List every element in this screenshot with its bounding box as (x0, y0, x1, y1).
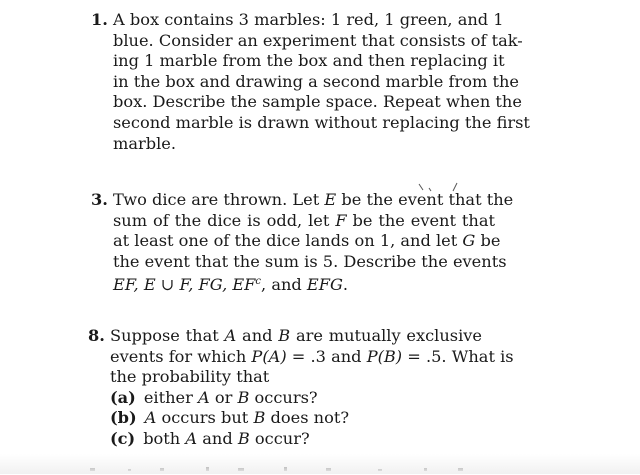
math-var: A (185, 428, 198, 448)
text-segment: both (143, 428, 181, 448)
math-var: A (197, 387, 210, 407)
math-expression: P(B) (366, 346, 403, 366)
text-segment: . (342, 275, 349, 295)
math-var: B (253, 408, 266, 428)
problem-1 (91, 10, 530, 154)
text-line: box. Describe the sample space. Repeat when the (113, 92, 522, 112)
text-segment: either (143, 387, 193, 407)
text-segment: Suppose that (110, 326, 219, 345)
text-line (110, 346, 514, 368)
text-segment: , and (261, 275, 302, 295)
text-segment: be the event that (352, 210, 495, 230)
text-segment: occurs? (254, 387, 318, 407)
text-line: the event that the sum is 5. Describe the events (113, 251, 507, 271)
item-label: (c) (110, 428, 136, 448)
math-var: B (237, 428, 250, 448)
text-segment: be the event that the (341, 190, 514, 209)
item-label: (b) (110, 408, 137, 428)
text-segment: occurs but (161, 408, 249, 428)
text-segment: be (480, 231, 501, 251)
problem-3 (91, 190, 514, 296)
text-line: blue. Consider an experiment that consists of tak- (113, 30, 523, 50)
math-var: B (237, 387, 250, 407)
problem-8 (88, 326, 514, 450)
text-segment: = .5. What is (407, 346, 514, 366)
text-segment: are mutually exclusive (296, 326, 482, 345)
text-segment: does not? (270, 408, 350, 428)
math-var: G (462, 231, 476, 251)
math-expression: P(A) (251, 346, 287, 366)
text-line (113, 211, 495, 232)
text-line: A box contains 3 marbles: 1 red, 1 green, and 1 (113, 10, 504, 29)
text-segment: = .3 and (291, 346, 362, 366)
math-var: A (144, 408, 157, 428)
text-line: ing 1 marble from the box and then replacing it (113, 51, 505, 71)
math-expression: EF, E ∪ F, FG, EF (113, 275, 256, 295)
math-expression: EFG (306, 275, 343, 295)
math-var: B (278, 326, 291, 345)
text-segment: or (214, 387, 233, 407)
sub-item-c (110, 429, 482, 450)
text-line (110, 326, 482, 347)
text-line: in the box and drawing a second marble from the (113, 71, 519, 91)
text-line: marble. (113, 133, 177, 153)
text-segment: at least one of the dice lands on 1, and let (113, 231, 458, 251)
text-segment: sum of the dice is odd, let (113, 210, 330, 230)
text-segment: events for which (110, 346, 247, 366)
text-segment: and (242, 326, 273, 345)
text-segment: and (202, 428, 233, 448)
text-line: second marble is drawn without replacing the first (113, 112, 530, 132)
problem-number: 1. (91, 10, 108, 29)
text-segment: Two dice are thrown. Let (113, 190, 320, 209)
math-var: F (335, 210, 347, 230)
text-line (113, 231, 501, 252)
math-var: A (224, 326, 237, 345)
text-segment: occur? (254, 428, 310, 448)
text-line (113, 190, 514, 211)
problem-number: 3. (91, 190, 108, 209)
math-var: E (324, 190, 337, 209)
item-label: (a) (110, 387, 136, 407)
superscript: c (255, 276, 262, 288)
bottom-edge-shadow (0, 454, 640, 474)
sub-item-a (110, 388, 482, 409)
sub-item-b (110, 408, 482, 429)
text-line: the probability that (110, 367, 270, 387)
text-line (113, 272, 495, 296)
problem-number: 8. (88, 326, 105, 345)
